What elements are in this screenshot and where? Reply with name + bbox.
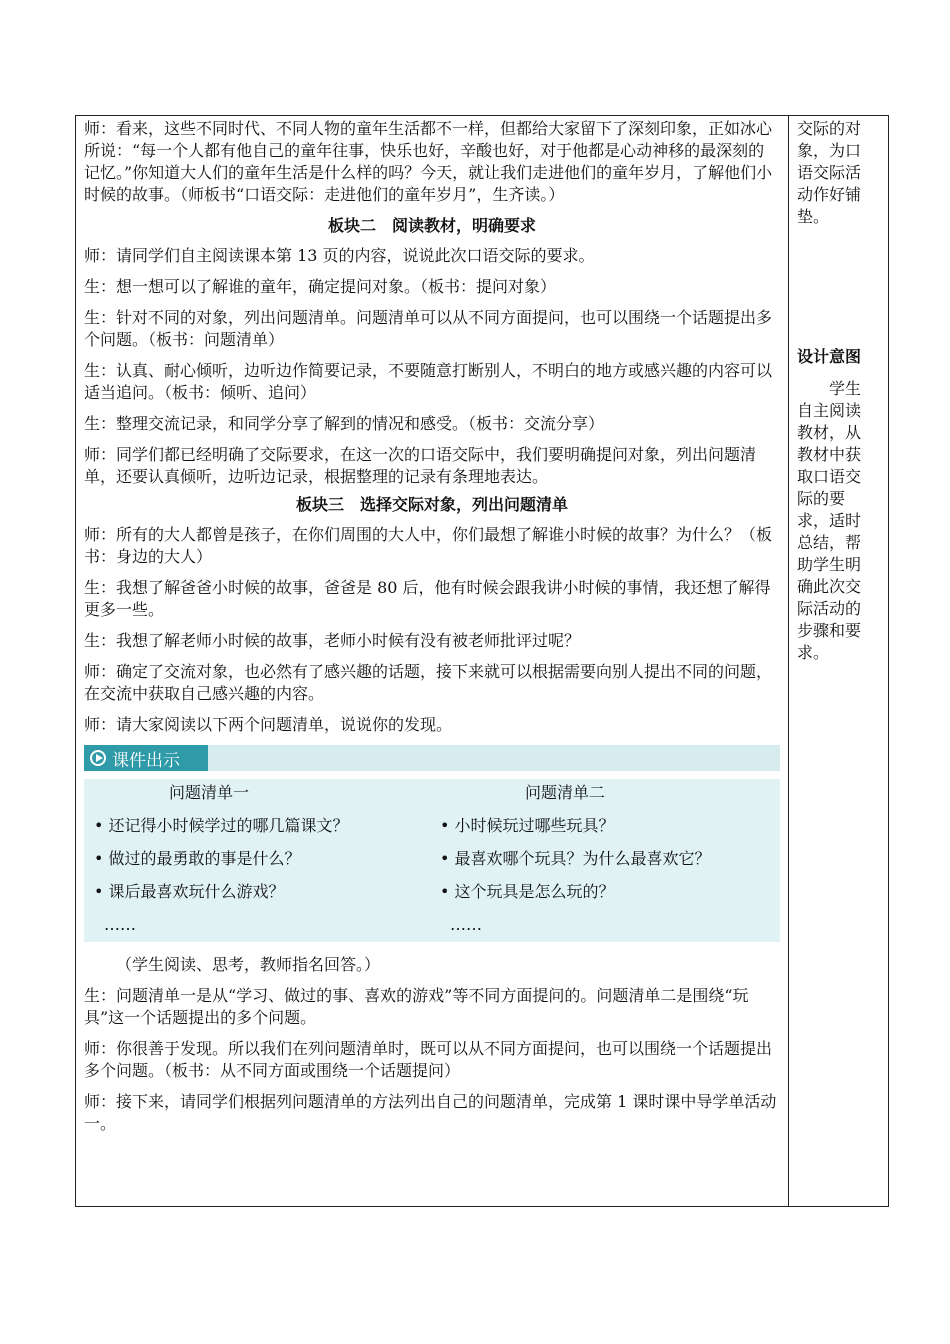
after-paragraph: 生：问题清单一是从“学习、做过的事、喜欢的游戏”等不同方面提问的。问题清单二是围绕“玩具”这一个话题提出的多个问题。 [84, 986, 749, 1027]
question-item: • 课后最喜欢玩什么游戏？ [94, 882, 285, 901]
question-list-title: 问题清单二 [525, 783, 606, 802]
side-column [797, 118, 875, 664]
section3-heading: 板块三 选择交际对象，列出问题清单 [295, 495, 568, 514]
design-intent-title: 设计意图 [797, 347, 862, 366]
question-lists-box [84, 779, 780, 942]
after-paragraph: 师：你很善于发现。所以我们在列问题清单时，既可以从不同方面提问，也可以围绕一个话题提出多个问题。（板书：从不同方面或围绕一个话题提问） [84, 1039, 773, 1080]
question-list-title: 问题清单一 [169, 783, 250, 802]
section2-paragraph: 生：整理交流记录，和同学分享了解到的情况和感受。（板书：交流分享） [84, 414, 605, 433]
question-ellipsis: …… [450, 915, 482, 934]
question-item: • 做过的最勇敢的事是什么？ [94, 849, 301, 868]
question-list-two [432, 782, 780, 936]
section3-paragraph: 师：请大家阅读以下两个问题清单，说说你的发现。 [84, 715, 453, 734]
courseware-tag [84, 745, 208, 771]
section3-paragraph: 师：所有的大人都曾是孩子，在你们周围的大人中，你们最想了解谁小时候的故事？为什么？（板书：身边的大人） [84, 525, 773, 566]
main-column [84, 118, 780, 1144]
question-ellipsis: …… [104, 915, 136, 934]
question-list-one [84, 782, 432, 936]
section3-paragraph: 生：我想了解爸爸小时候的故事，爸爸是 80 后，他有时候会跟我讲小时候的事情，我还想了解得更多一些。 [84, 578, 771, 619]
design-intent-note: 学生自主阅读教材，从教材中获取口语交际的要求，适时总结，帮助学生明确此次交际活动的步骤和要求。 [797, 379, 862, 662]
section2-paragraph: 师：请同学们自主阅读课本第 13 页的内容，说说此次口语交际的要求。 [84, 246, 595, 265]
section2-paragraph: 师：同学们都已经明确了交际要求，在这一次的口语交际中，我们要明确提问对象，列出问题清单，还要认真倾听，边听边记录，根据整理的记录有条理地表达。 [84, 445, 757, 486]
intro-paragraph: 师：看来，这些不同时代、不同人物的童年生活都不一样，但都给大家留下了深刻印象，正如冰心所说：“每一个人都有他自己的童年往事，快乐也好，辛酸也好，对于他都是心动神移的最深刻的记忆。”你知道大人们的童年生活是什么样的吗？今天，就让我们走进他们的童年岁月，了解他们小时候的故事。（师板书“口语交际：走进他们的童年岁月”，生齐读。） [84, 119, 773, 204]
lesson-table [75, 115, 889, 1207]
after-paragraph: 师：接下来，请同学们根据列问题清单的方法列出自己的问题清单，完成第 1 课时课中导学单活动一。 [84, 1092, 777, 1133]
section2-heading: 板块二 阅读教材，明确要求 [327, 216, 536, 235]
after-paragraph: （学生阅读、思考，教师指名回答。） [116, 955, 381, 974]
question-item: • 小时候玩过哪些玩具？ [440, 816, 615, 835]
question-item: • 最喜欢哪个玩具？为什么最喜欢它？ [440, 849, 711, 868]
play-circle-icon [90, 750, 106, 766]
question-item: • 还记得小时候学过的哪几篇课文？ [94, 816, 349, 835]
side-top-note: 交际的对象，为口语交际活动作好铺垫。 [797, 119, 862, 226]
courseware-label: 课件出示 [112, 750, 180, 771]
courseware-banner [84, 745, 780, 771]
section2-paragraph: 生：想一想可以了解谁的童年，确定提问对象。（板书：提问对象） [84, 277, 557, 296]
section3-paragraph: 生：我想了解老师小时候的故事，老师小时候有没有被老师批评过呢？ [84, 631, 581, 650]
column-divider [788, 116, 789, 1206]
section3-paragraph: 师：确定了交流对象，也必然有了感兴趣的话题，接下来就可以根据需要向别人提出不同的问题，在交流中获取自己感兴趣的内容。 [84, 662, 773, 703]
section2-paragraph: 生：认真、耐心倾听，边听边作简要记录，不要随意打断别人，不明白的地方或感兴趣的内容可以适当追问。（板书：倾听、追问） [84, 361, 773, 402]
question-item: • 这个玩具是怎么玩的？ [440, 882, 615, 901]
section2-paragraph: 生：针对不同的对象，列出问题清单。问题清单可以从不同方面提问，也可以围绕一个话题提出多个问题。（板书：问题清单） [84, 308, 773, 349]
